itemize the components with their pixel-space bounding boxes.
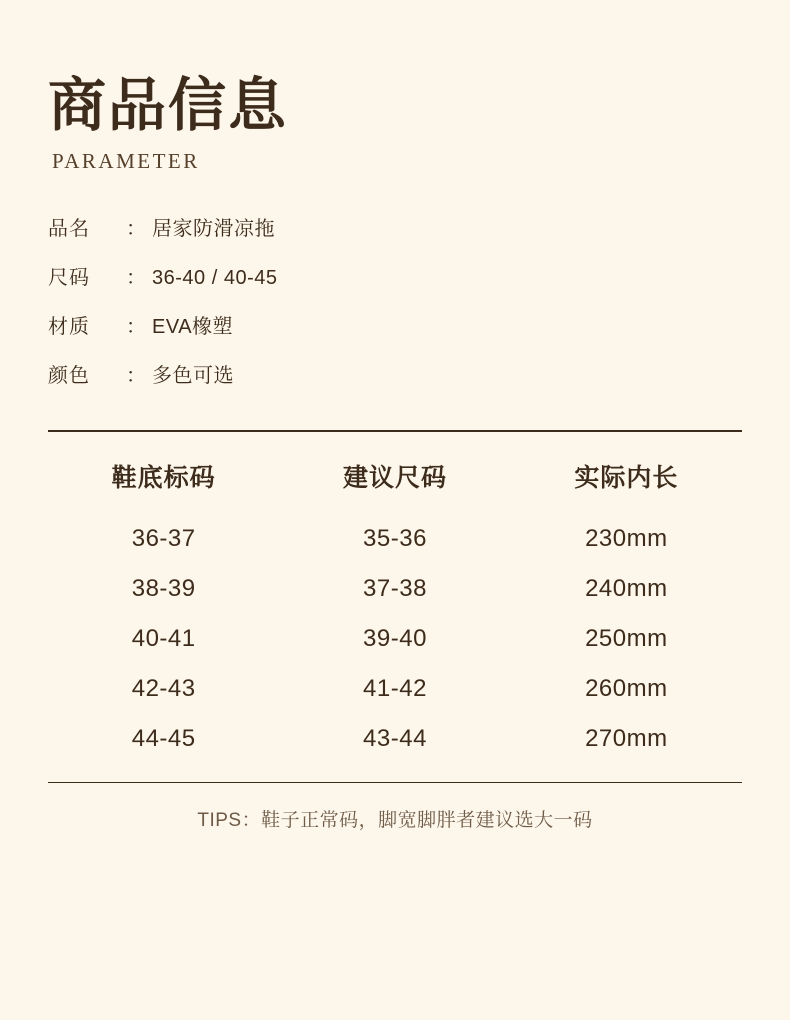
table-row xyxy=(48,664,742,714)
cell-inner-length: 260mm xyxy=(585,674,668,702)
cell-sole-size: 42-43 xyxy=(131,674,196,702)
spec-label: 材质 xyxy=(48,315,90,338)
cell-sole-size: 44-45 xyxy=(131,724,196,752)
size-table xyxy=(48,432,742,764)
column-header-suggested-size: 建议尺码 xyxy=(342,463,447,492)
spec-row xyxy=(48,310,742,339)
spec-value: 多色可选 xyxy=(152,364,234,387)
column-header-sole-size: 鞋底标码 xyxy=(111,463,216,492)
page-title: 商品信息 xyxy=(48,71,289,139)
page-header xyxy=(48,0,742,174)
spec-colon: ： xyxy=(126,364,146,387)
size-tips: TIPS：鞋子正常码，脚宽脚胖者建议选大一码 xyxy=(197,810,593,832)
spec-value: EVA橡塑 xyxy=(152,315,234,338)
spec-label: 颜色 xyxy=(48,364,90,387)
size-table-head xyxy=(48,432,742,514)
table-header-row xyxy=(48,432,742,514)
table-row xyxy=(48,714,742,764)
cell-suggested-size: 37-38 xyxy=(363,574,427,602)
cell-inner-length: 230mm xyxy=(585,524,668,552)
cell-suggested-size: 43-44 xyxy=(363,724,427,752)
spec-colon: ： xyxy=(126,217,146,240)
table-row xyxy=(48,514,742,564)
cell-sole-size: 40-41 xyxy=(131,624,196,652)
cell-suggested-size: 41-42 xyxy=(363,674,427,702)
column-header-inner-length: 实际内长 xyxy=(574,463,679,492)
spec-colon: ： xyxy=(126,315,146,338)
cell-inner-length: 250mm xyxy=(585,624,668,652)
table-row xyxy=(48,614,742,664)
spec-list xyxy=(48,212,742,388)
size-table-body xyxy=(48,514,742,764)
cell-suggested-size: 39-40 xyxy=(363,624,427,652)
spec-colon: ： xyxy=(126,266,146,289)
size-table-section xyxy=(48,430,742,833)
cell-sole-size: 38-39 xyxy=(131,574,196,602)
cell-inner-length: 240mm xyxy=(585,574,668,602)
table-bottom-spacer xyxy=(48,764,742,782)
spec-value: 居家防滑凉拖 xyxy=(152,217,275,240)
spec-row xyxy=(48,359,742,388)
spec-value: 36-40 / 40-45 xyxy=(152,266,278,289)
page-subtitle: PARAMETER xyxy=(52,148,200,173)
cell-suggested-size: 35-36 xyxy=(363,524,427,552)
spec-label: 品名 xyxy=(48,217,90,240)
spec-row xyxy=(48,212,742,241)
cell-sole-size: 36-37 xyxy=(131,524,196,552)
table-row xyxy=(48,564,742,614)
spec-label: 尺码 xyxy=(48,266,90,289)
spec-row xyxy=(48,261,742,290)
cell-inner-length: 270mm xyxy=(585,724,668,752)
